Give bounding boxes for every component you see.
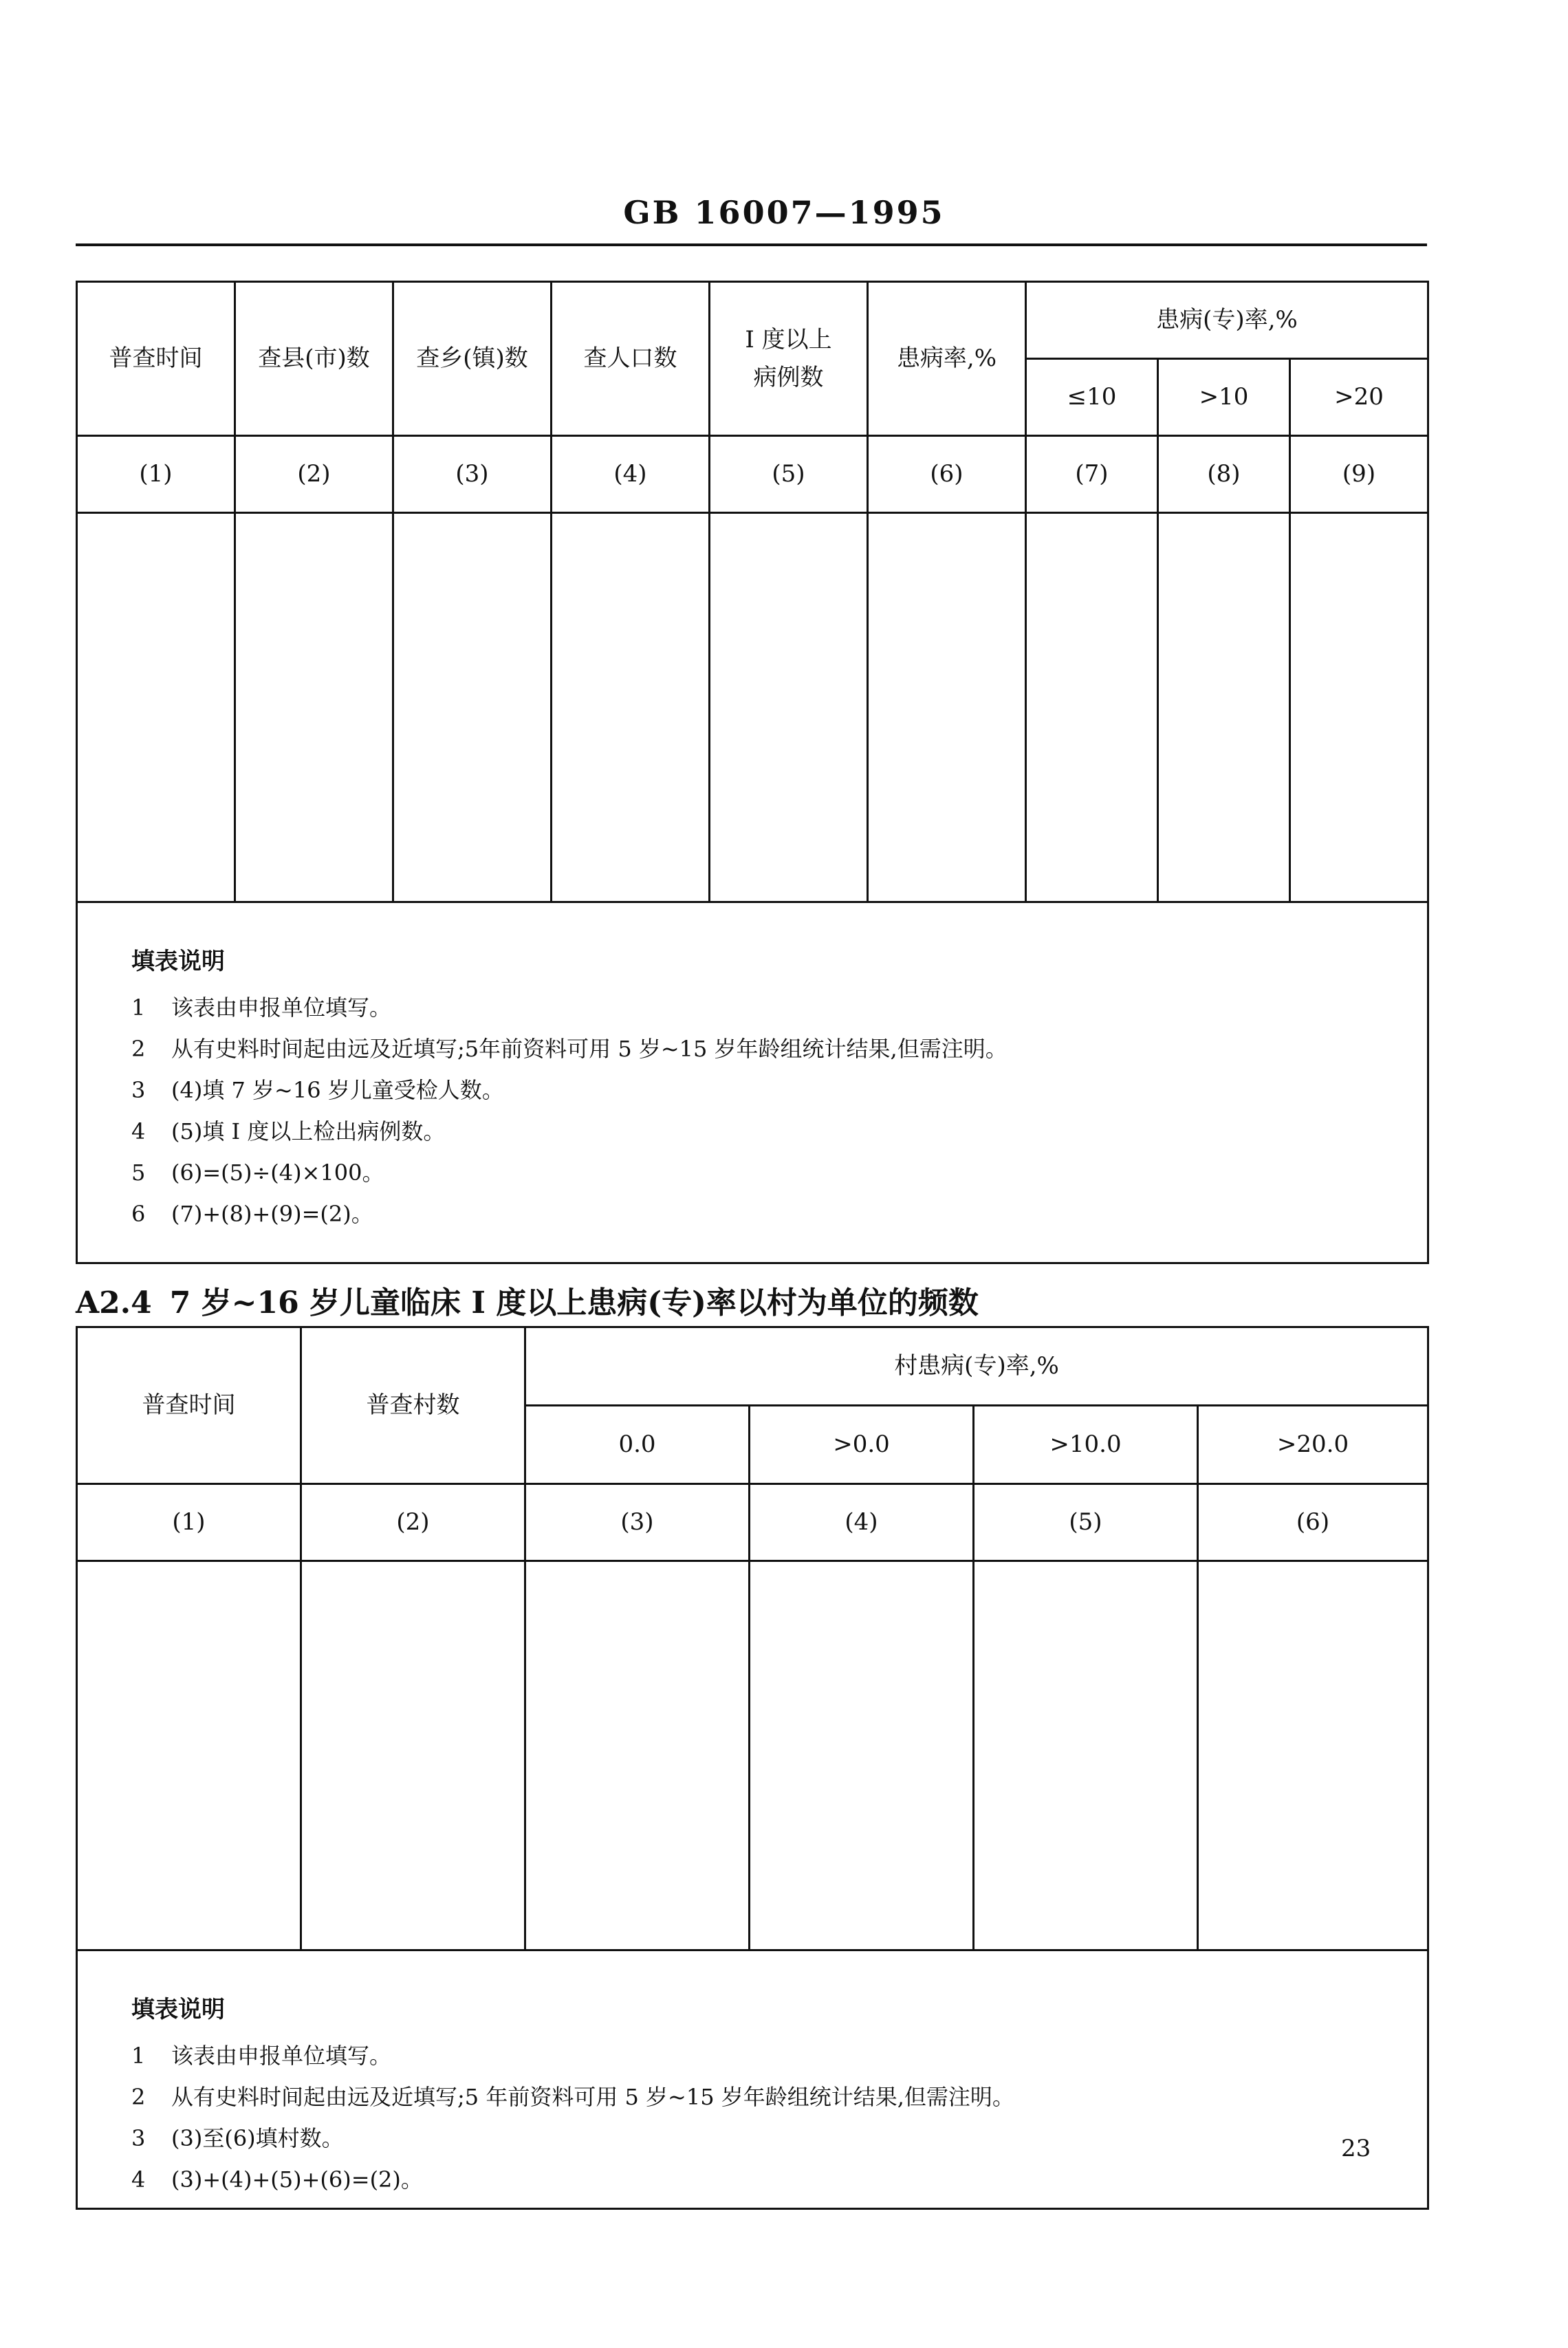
header-cases-line2: 病例数 bbox=[753, 363, 824, 391]
header-cases-line1: I 度以上 bbox=[745, 326, 832, 354]
note-text: 该表由申报单位填写。 bbox=[171, 994, 392, 1021]
blank-cell bbox=[710, 513, 868, 902]
notes-title: 填表说明 bbox=[131, 948, 225, 975]
index-cell: (3) bbox=[525, 1484, 750, 1561]
note-number: 3 bbox=[131, 2125, 146, 2152]
note-item bbox=[131, 1069, 1427, 1111]
note-number: 6 bbox=[131, 1201, 146, 1228]
header-county-count: 查县(市)数 bbox=[235, 282, 393, 436]
note-text: (6)=(5)÷(4)×100。 bbox=[171, 1160, 384, 1186]
header-prevalence: 患病率,% bbox=[868, 282, 1026, 436]
note-text: (5)填 I 度以上检出病例数。 bbox=[171, 1118, 446, 1145]
note-number: 4 bbox=[131, 2166, 146, 2193]
note-number: 4 bbox=[131, 1118, 146, 1145]
note-number: 2 bbox=[131, 1036, 146, 1063]
blank-data-row bbox=[77, 513, 1428, 902]
blank-cell bbox=[552, 513, 710, 902]
index-cell: (4) bbox=[552, 436, 710, 513]
index-cell: (2) bbox=[301, 1484, 525, 1561]
note-text: (7)+(8)+(9)=(2)。 bbox=[171, 1201, 373, 1228]
header-sub-gt20: >20.0 bbox=[1198, 1406, 1428, 1484]
section-title: 7 岁~16 岁儿童临床 I 度以上患病(专)率以村为单位的频数 bbox=[169, 1285, 979, 1320]
header-survey-time: 普查时间 bbox=[77, 1327, 301, 1484]
note-item bbox=[131, 1111, 1427, 1152]
section-number: A2.4 bbox=[76, 1285, 152, 1320]
index-cell: (2) bbox=[235, 436, 393, 513]
header-sub-gt0: >0.0 bbox=[750, 1406, 974, 1484]
notes-title: 填表说明 bbox=[131, 1996, 225, 2023]
header-sub-gt10: >10.0 bbox=[974, 1406, 1198, 1484]
index-cell: (4) bbox=[750, 1484, 974, 1561]
index-cell: (7) bbox=[1026, 436, 1158, 513]
section-heading bbox=[76, 1278, 979, 1322]
header-sub-0: 0.0 bbox=[525, 1406, 750, 1484]
blank-cell bbox=[393, 513, 552, 902]
note-item bbox=[131, 1028, 1427, 1069]
index-cell: (5) bbox=[710, 436, 868, 513]
index-cell: (3) bbox=[393, 436, 552, 513]
note-item bbox=[131, 2035, 1427, 2076]
index-cell: (5) bbox=[974, 1484, 1198, 1561]
header-sub-gt10: >10 bbox=[1158, 359, 1290, 436]
index-cell: (9) bbox=[1290, 436, 1428, 513]
index-cell: (6) bbox=[868, 436, 1026, 513]
note-number: 1 bbox=[131, 2043, 146, 2069]
note-text: 从有史料时间起由远及近填写;5年前资料可用 5 岁~15 岁年龄组统计结果,但需注明。 bbox=[171, 1036, 1008, 1063]
header-prevalence-group: 患病(专)率,% bbox=[1026, 282, 1428, 359]
note-number: 5 bbox=[131, 1160, 146, 1186]
index-cell: (8) bbox=[1158, 436, 1290, 513]
note-number: 2 bbox=[131, 2084, 146, 2111]
blank-cell bbox=[750, 1561, 974, 1950]
note-text: (4)填 7 岁~16 岁儿童受检人数。 bbox=[171, 1077, 504, 1104]
blank-cell bbox=[974, 1561, 1198, 1950]
note-text: 该表由申报单位填写。 bbox=[171, 2043, 392, 2069]
blank-cell bbox=[1198, 1561, 1428, 1950]
table-village-frequency bbox=[76, 1326, 1429, 2210]
note-text: 从有史料时间起由远及近填写;5 年前资料可用 5 岁~15 岁年龄组统计结果,但需注明。 bbox=[171, 2084, 1014, 2111]
note-item bbox=[131, 1152, 1427, 1193]
header-township-count: 查乡(镇)数 bbox=[393, 282, 552, 436]
header-population: 查人口数 bbox=[552, 282, 710, 436]
blank-data-row bbox=[77, 1561, 1428, 1950]
blank-cell bbox=[77, 1561, 301, 1950]
blank-cell bbox=[1290, 513, 1428, 902]
note-item bbox=[131, 987, 1427, 1028]
blank-cell bbox=[235, 513, 393, 902]
header-village-prevalence-group: 村患病(专)率,% bbox=[525, 1327, 1428, 1406]
note-item bbox=[131, 2118, 1427, 2159]
table2-notes bbox=[77, 1950, 1428, 2209]
index-cell: (1) bbox=[77, 1484, 301, 1561]
blank-cell bbox=[868, 513, 1026, 902]
header-cases bbox=[710, 282, 868, 436]
header-rule bbox=[76, 243, 1427, 246]
note-number: 1 bbox=[131, 994, 146, 1021]
note-item bbox=[131, 1193, 1427, 1235]
note-item bbox=[131, 2159, 1427, 2200]
index-cell: (1) bbox=[77, 436, 235, 513]
note-item bbox=[131, 2076, 1427, 2118]
document-code: GB 16007—1995 bbox=[623, 194, 945, 231]
header-sub-gt20: >20 bbox=[1290, 359, 1428, 436]
header-survey-time: 普查时间 bbox=[77, 282, 235, 436]
header-sub-le10: ≤10 bbox=[1026, 359, 1158, 436]
index-cell: (6) bbox=[1198, 1484, 1428, 1561]
header-village-count: 普查村数 bbox=[301, 1327, 525, 1484]
note-text: (3)+(4)+(5)+(6)=(2)。 bbox=[171, 2166, 423, 2193]
note-number: 3 bbox=[131, 1077, 146, 1104]
blank-cell bbox=[301, 1561, 525, 1950]
page-number: 23 bbox=[1341, 2135, 1371, 2162]
note-text: (3)至(6)填村数。 bbox=[171, 2125, 344, 2152]
blank-cell bbox=[77, 513, 235, 902]
table1-notes bbox=[77, 902, 1428, 1263]
blank-cell bbox=[525, 1561, 750, 1950]
blank-cell bbox=[1026, 513, 1158, 902]
blank-cell bbox=[1158, 513, 1290, 902]
table-county-prevalence bbox=[76, 281, 1429, 1264]
